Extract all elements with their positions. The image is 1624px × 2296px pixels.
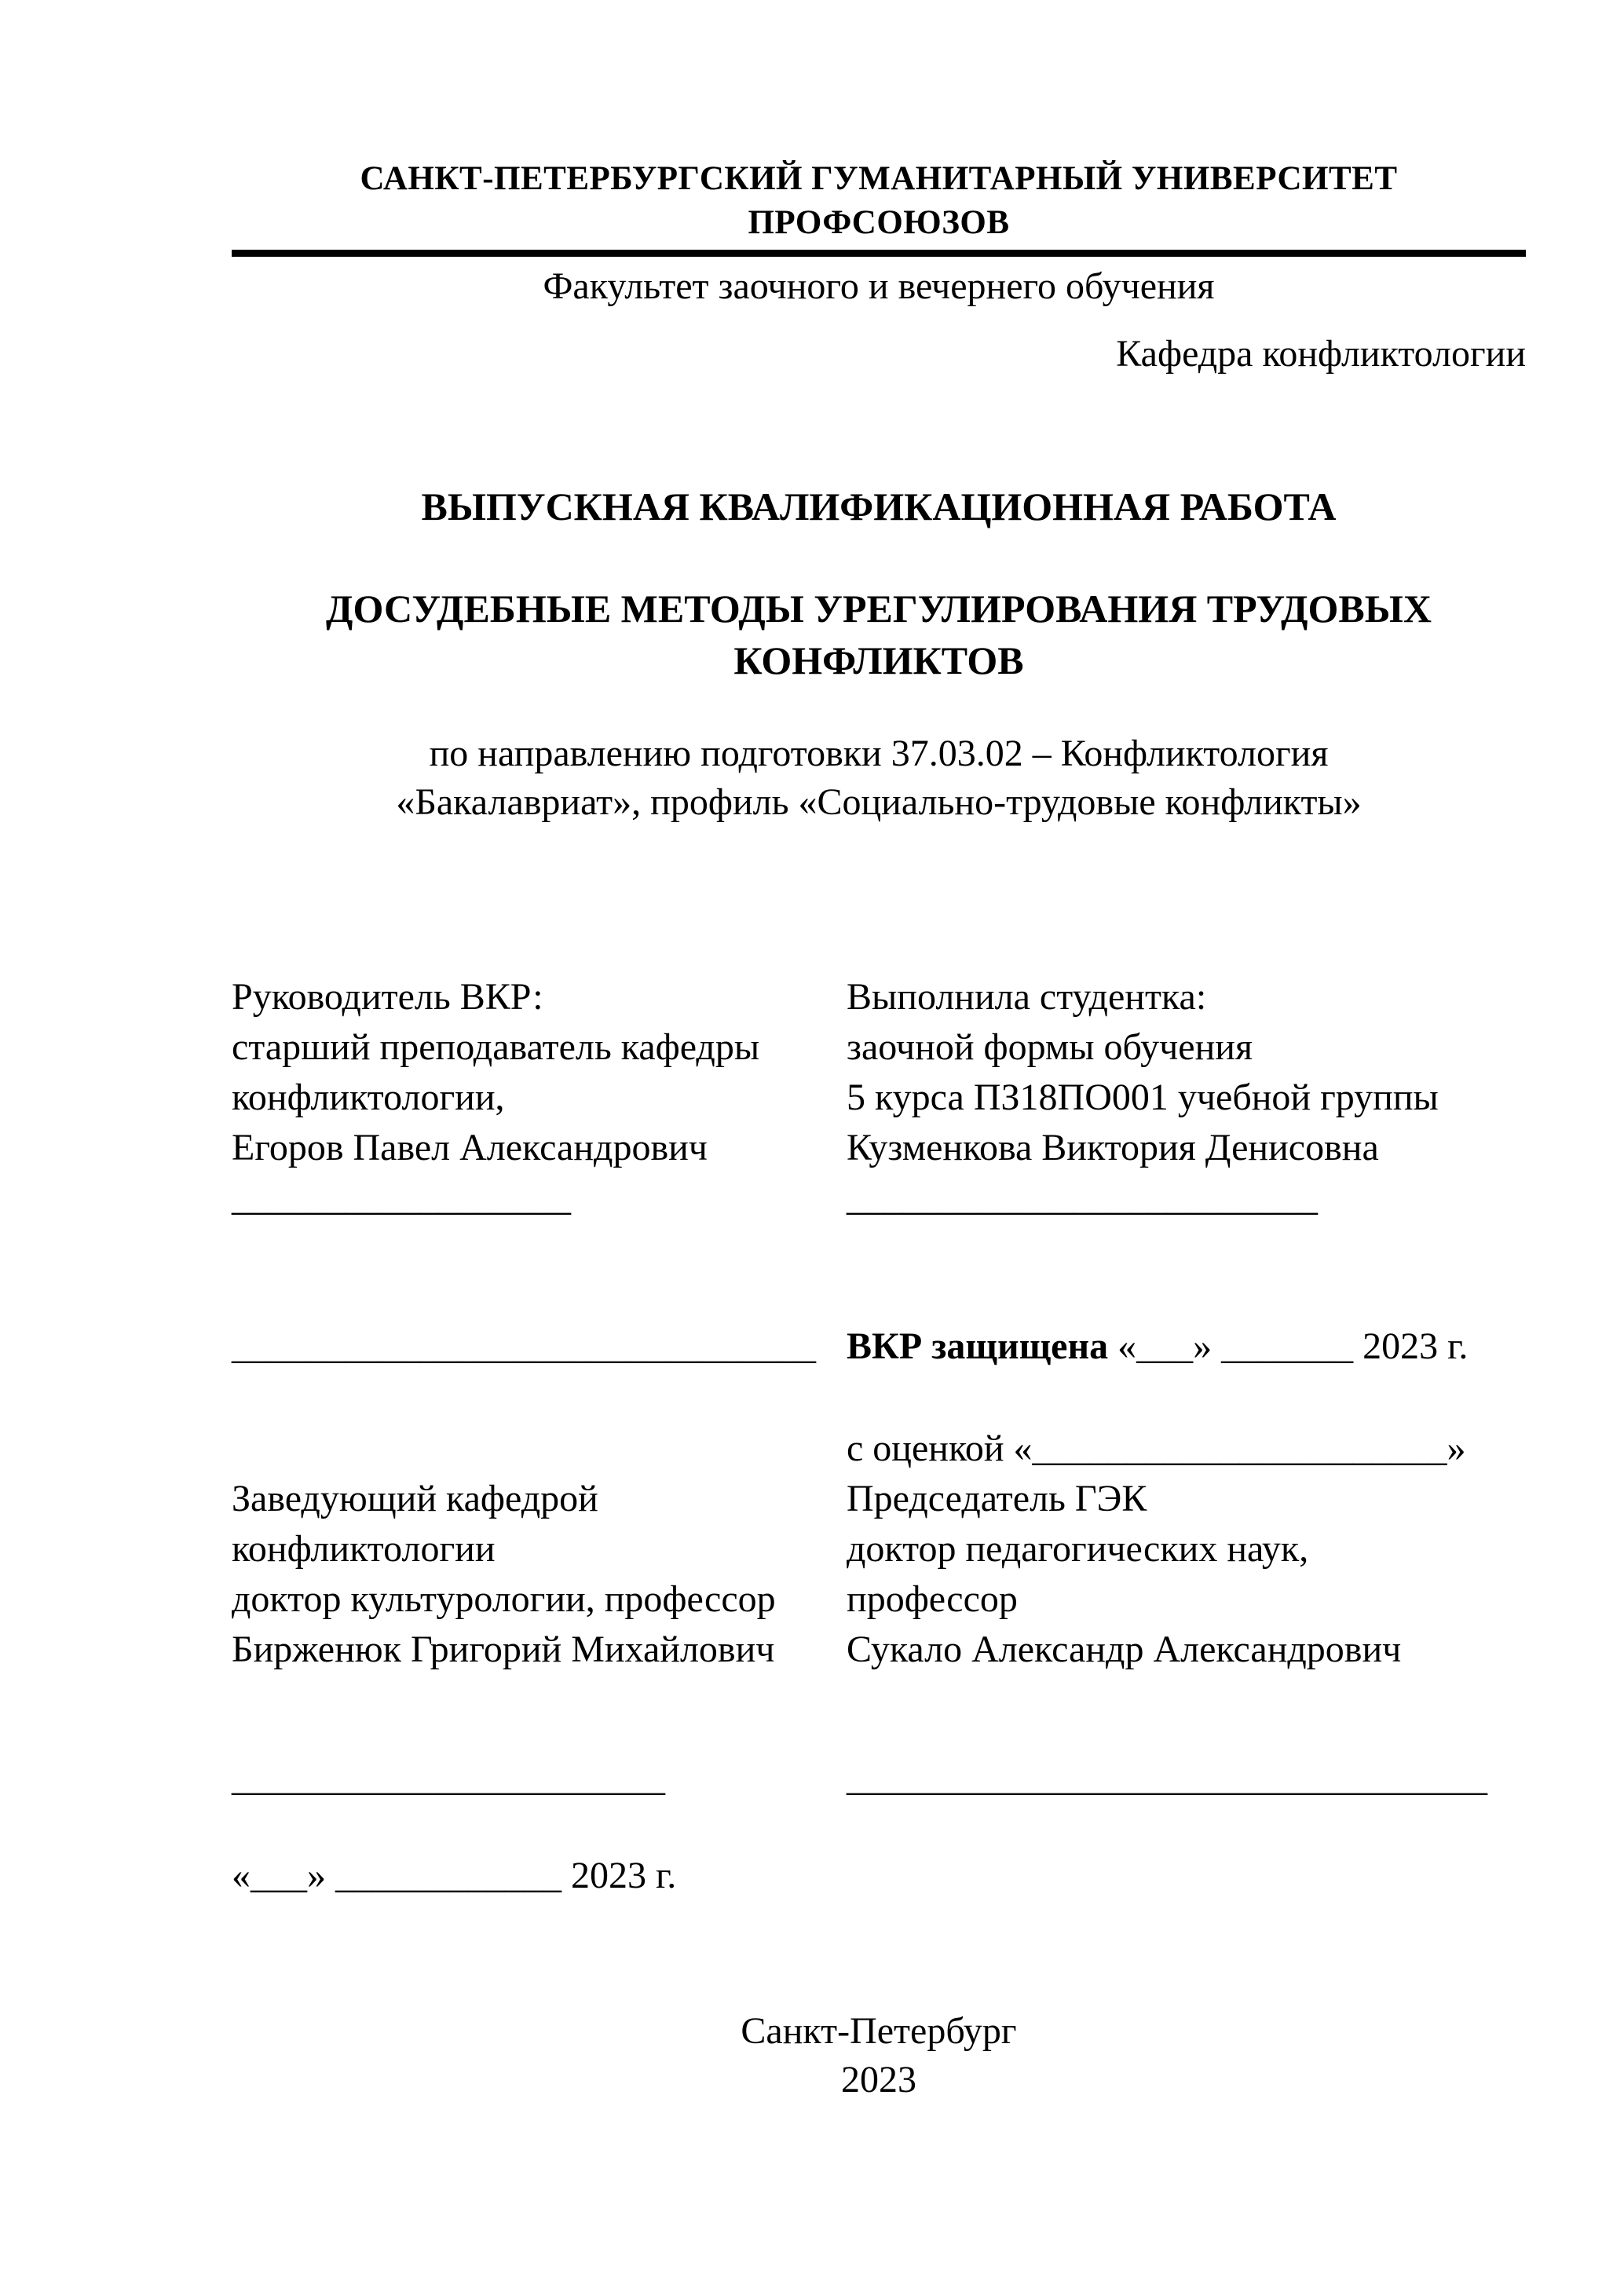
defense-label: ВКР защищена	[847, 1325, 1109, 1367]
thesis-title-line-2: КОНФЛИКТОВ	[733, 638, 1024, 682]
chairman-name: Сукало Александр Александрович	[847, 1629, 1402, 1670]
chairman-block	[847, 1474, 1526, 1675]
head-of-department-block	[232, 1474, 847, 1675]
student-signature-line: _________________________	[847, 1177, 1318, 1219]
grade-row	[232, 1424, 1526, 1474]
signatories-block	[232, 972, 1526, 1223]
chairman-degree-2: профессор	[847, 1578, 1018, 1620]
department-name: Кафедра конфликтологии	[1116, 333, 1526, 375]
head-role-1: Заведующий кафедрой	[232, 1478, 598, 1519]
header-rule	[232, 250, 1526, 257]
chairman-signature-line: __________________________________	[847, 1757, 1487, 1799]
study-direction	[232, 729, 1526, 827]
head-signature-line: _______________________________	[232, 1325, 816, 1367]
head-date-line: «___» ____________ 2023 г.	[232, 1855, 677, 1896]
student-role: Выполнила студентка:	[847, 976, 1207, 1018]
chairman-role: Председатель ГЭК	[847, 1478, 1147, 1519]
defense-date-line	[847, 1322, 1526, 1372]
head-degree: доктор культурологии, профессор	[232, 1578, 776, 1620]
grade-line: с оценкой «______________________»	[847, 1428, 1466, 1469]
work-type-title: ВЫПУСКНАЯ КВАЛИФИКАЦИОННАЯ РАБОТА	[421, 484, 1337, 528]
supervisor-role: Руководитель ВКР:	[232, 976, 543, 1018]
bottom-date-row	[232, 1851, 1526, 1901]
study-direction-line-1: по направлению подготовки 37.03.02 – Конфликтология	[429, 733, 1329, 774]
year: 2023	[841, 2059, 916, 2100]
student-study-form: заочной формы обучения	[847, 1026, 1253, 1068]
defense-date-blanks: «___» _______ 2023 г.	[1108, 1325, 1469, 1367]
supervisor-position-2: конфликтологии,	[232, 1077, 505, 1118]
grade-row-left-spacer	[232, 1424, 847, 1474]
study-direction-line-2: «Бакалавриат», профиль «Социально-трудовые конфликты»	[396, 781, 1362, 823]
officials-block	[232, 1474, 1526, 1675]
thesis-title	[232, 583, 1526, 686]
chairman-degree-1: доктор педагогических наук,	[847, 1528, 1309, 1570]
faculty-name: Факультет заочного и вечернего обучения	[543, 265, 1215, 307]
city-year-block	[232, 2007, 1526, 2104]
head-role-2: конфликтологии	[232, 1528, 496, 1570]
student-name: Кузменкова Виктория Денисовна	[847, 1127, 1379, 1168]
supervisor-signature-line: __________________	[232, 1177, 571, 1219]
bottom-signature-row	[232, 1753, 1526, 1804]
head-bottom-signature-line: _______________________	[232, 1757, 665, 1799]
supervisor-name: Егоров Павел Александрович	[232, 1127, 708, 1168]
defense-row	[232, 1322, 1526, 1372]
thesis-title-line-1: ДОСУДЕБНЫЕ МЕТОДЫ УРЕГУЛИРОВАНИЯ ТРУДОВЫХ	[326, 587, 1432, 631]
student-block	[847, 972, 1526, 1223]
student-group: 5 курса ПЗ18ПО001 учебной группы	[847, 1077, 1439, 1118]
university-name: САНКТ-ПЕТЕРБУРГСКИЙ ГУМАНИТАРНЫЙ УНИВЕРСИТЕТ ПРОФСОЮЗОВ	[360, 160, 1398, 241]
supervisor-position-1: старший преподаватель кафедры	[232, 1026, 760, 1068]
bottom-date-right-spacer	[847, 1851, 1526, 1901]
supervisor-block	[232, 972, 847, 1223]
city-name: Санкт-Петербург	[741, 2010, 1017, 2052]
head-name: Бирженюк Григорий Михайлович	[232, 1629, 775, 1670]
